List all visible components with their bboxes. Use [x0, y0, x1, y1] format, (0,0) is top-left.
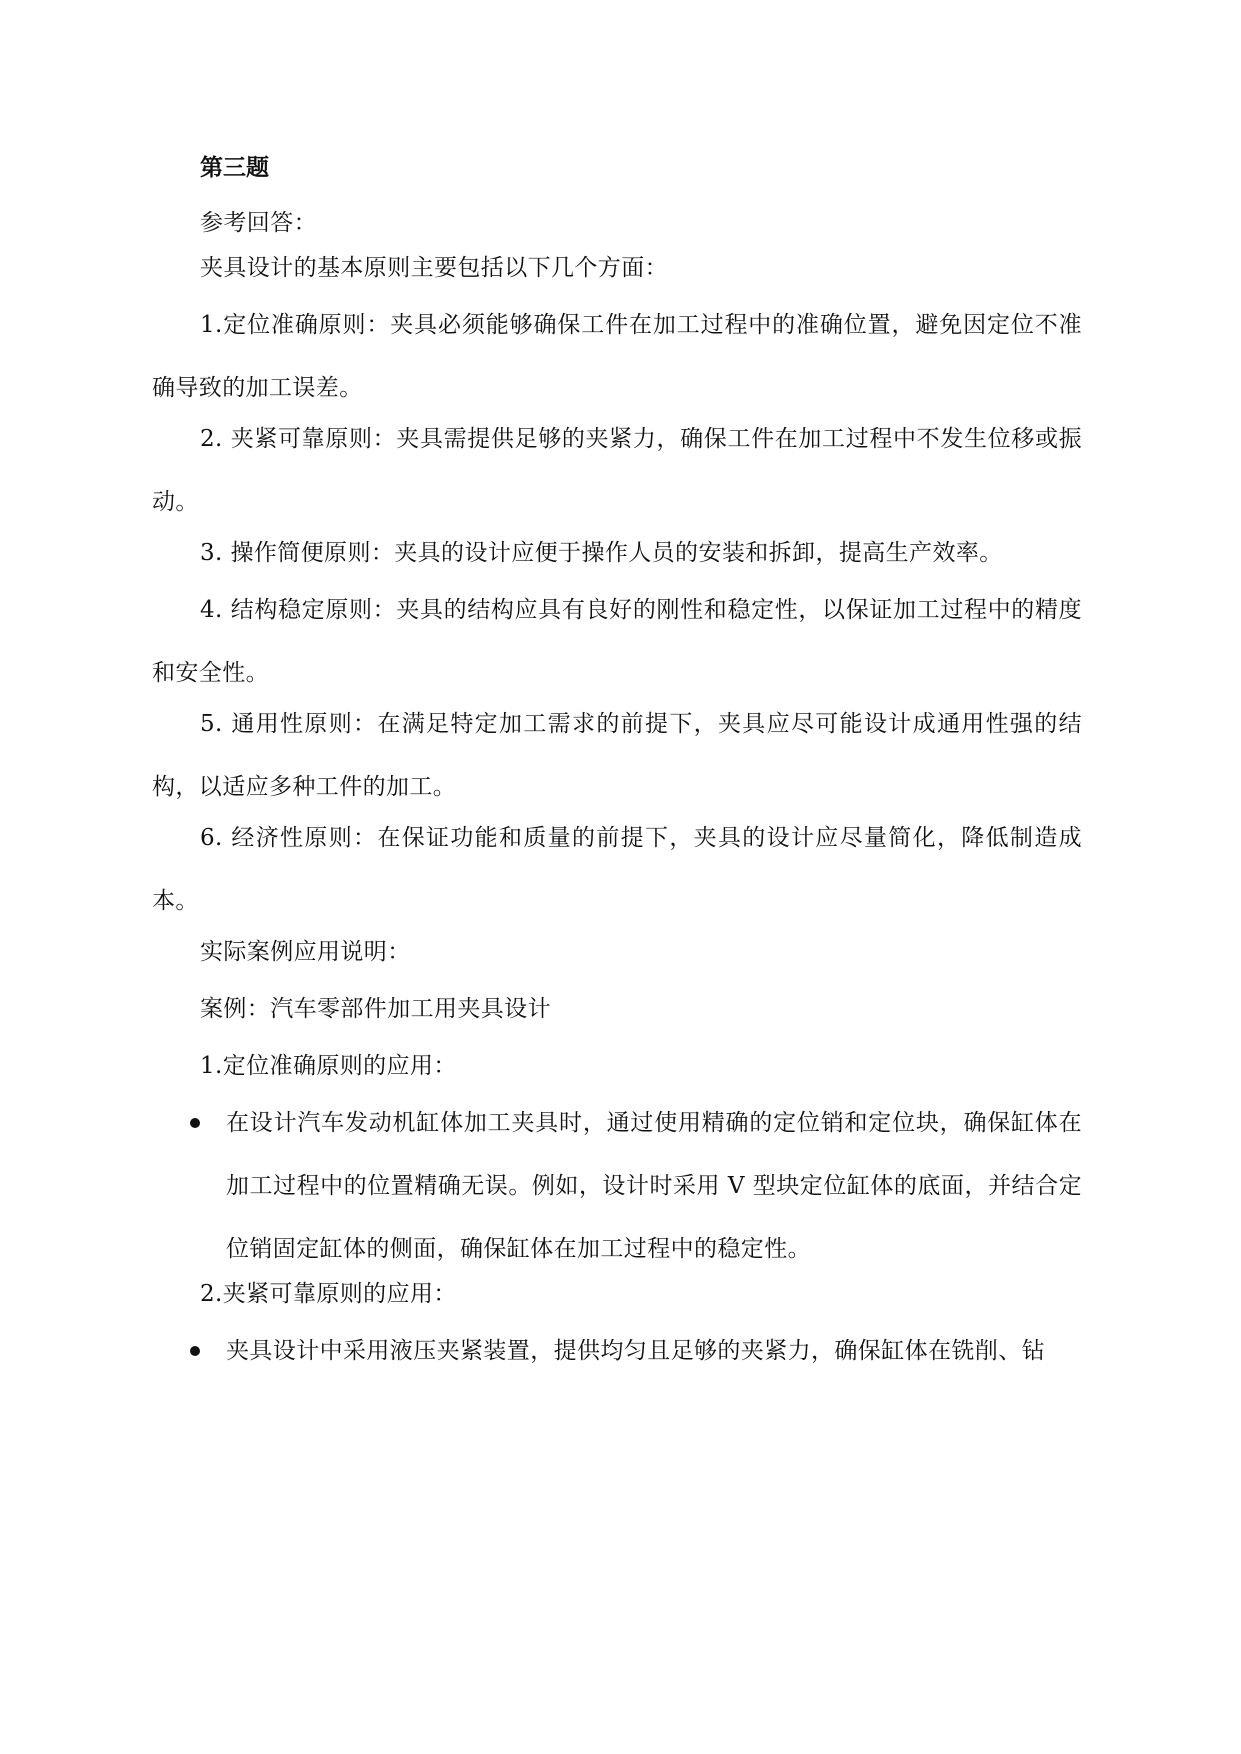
principle-1-paragraph: 1.定位准确原则：夹具必须能够确保工件在加工过程中的准确位置，避免因定位不准确导致的加工误差。 [152, 312, 1082, 401]
principle-6-paragraph: 6. 经济性原则：在保证功能和质量的前提下，夹具的设计应尽量简化，降低制造成本。 [152, 825, 1082, 914]
list-item [180, 1092, 1082, 1281]
bullet-icon [190, 1346, 200, 1356]
case-principle-1-heading: 1.定位准确原则的应用： [200, 1053, 457, 1079]
principle-3-paragraph: 3. 操作简便原则：夹具的设计应便于操作人员的安装和拆卸，提高生产效率。 [200, 540, 1003, 566]
list-item [180, 1320, 1082, 1383]
answer-label: 参考回答： [200, 210, 317, 236]
principle-5-paragraph: 5. 通用性原则：在满足特定加工需求的前提下，夹具应尽可能设计成通用性强的结构，以适应多种工件的加工。 [152, 711, 1082, 800]
case-title-paragraph: 案例：汽车零部件加工用夹具设计 [200, 996, 551, 1022]
bullet-icon [190, 1118, 200, 1128]
intro-paragraph: 夹具设计的基本原则主要包括以下几个方面： [200, 255, 668, 281]
principle-2-paragraph: 2. 夹紧可靠原则：夹具需提供足够的夹紧力，确保工件在加工过程中不发生位移或振动。 [152, 426, 1082, 515]
bullet-text: 在设计汽车发动机缸体加工夹具时，通过使用精确的定位销和定位块，确保缸体在加工过程中的位置精确无误。例如，设计时采用 V 型块定位缸体的底面，并结合定位销固定缸体的侧面，确保缸体在加工过程中的稳定性。 [226, 1110, 1082, 1262]
principle-4-paragraph: 4. 结构稳定原则：夹具的结构应具有良好的刚性和稳定性，以保证加工过程中的精度和安全性。 [152, 597, 1082, 686]
case-principle-2-heading: 2.夹紧可靠原则的应用： [200, 1281, 457, 1307]
bullet-text: 夹具设计中采用液压夹紧装置，提供均匀且足够的夹紧力，确保缸体在铣削、钻 [226, 1338, 1045, 1364]
case-intro-paragraph: 实际案例应用说明： [200, 939, 411, 965]
question-heading: 第三题 [200, 155, 269, 181]
